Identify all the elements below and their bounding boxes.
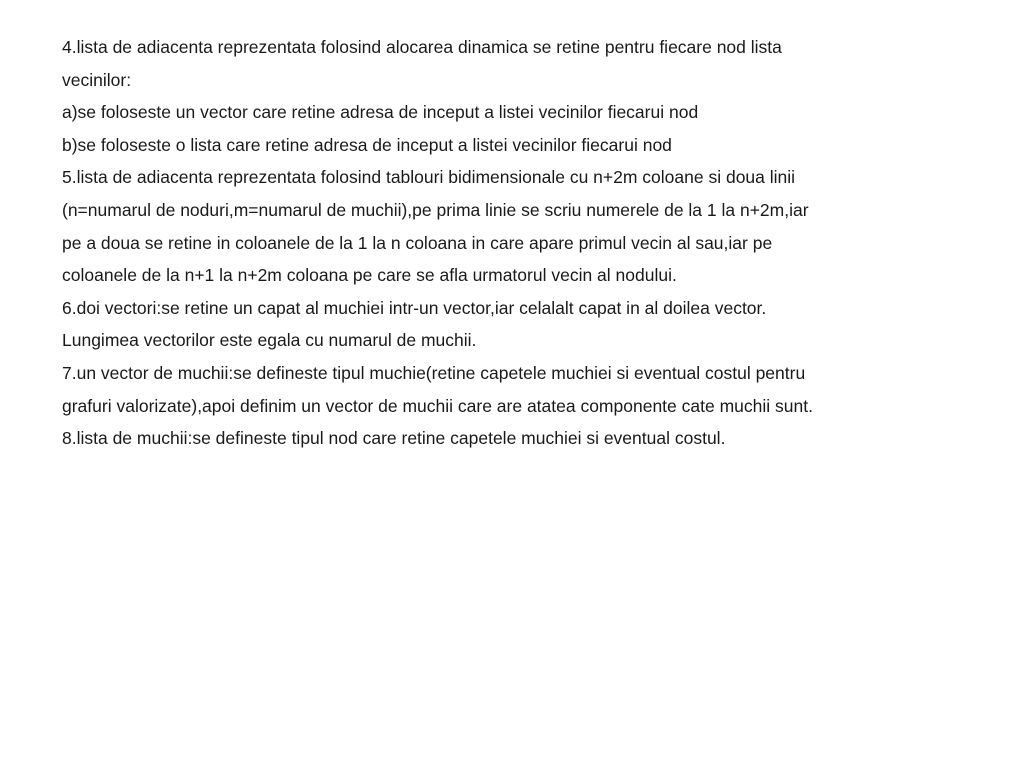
text-line: (n=numarul de noduri,m=numarul de muchii),pe prima linie se scriu numerele de la 1 la n+2m,iar — [62, 199, 809, 220]
text-line: vecinilor: — [62, 69, 132, 90]
text-line: 6.doi vectori:se retine un capat al muchiei intr-un vector,iar celalalt capat in al doilea vector. — [62, 297, 767, 318]
text-line: b)se foloseste o lista care retine adresa de inceput a listei vecinilor fiecarui nod — [62, 134, 672, 155]
text-line: pe a doua se retine in coloanele de la 1 la n coloana in care apare primul vecin al sau,iar pe — [62, 232, 773, 253]
text-line: 4.lista de adiacenta reprezentata folosind alocarea dinamica se retine pentru fiecare nod lista — [62, 37, 782, 57]
text-line: 8.lista de muchii:se defineste tipul nod care retine capetele muchiei si eventual costul. — [62, 428, 726, 449]
text-line: 7.un vector de muchii:se defineste tipul muchie(retine capetele muchiei si eventual costul pentru — [62, 362, 806, 383]
text-line: Lungimea vectorilor este egala cu numarul de muchii. — [62, 330, 477, 351]
slide-text-body — [62, 31, 1002, 455]
text-line: coloanele de la n+1 la n+2m coloana pe care se afla urmatorul vecin al nodului. — [62, 265, 677, 286]
text-line: grafuri valorizate),apoi definim un vector de muchii care are atatea componente cate muchii sunt. — [62, 395, 813, 416]
text-line: a)se foloseste un vector care retine adresa de inceput a listei vecinilor fiecarui nod — [62, 102, 699, 123]
text-line: 5.lista de adiacenta reprezentata folosind tablouri bidimensionale cu n+2m coloane si doua linii — [62, 167, 796, 188]
